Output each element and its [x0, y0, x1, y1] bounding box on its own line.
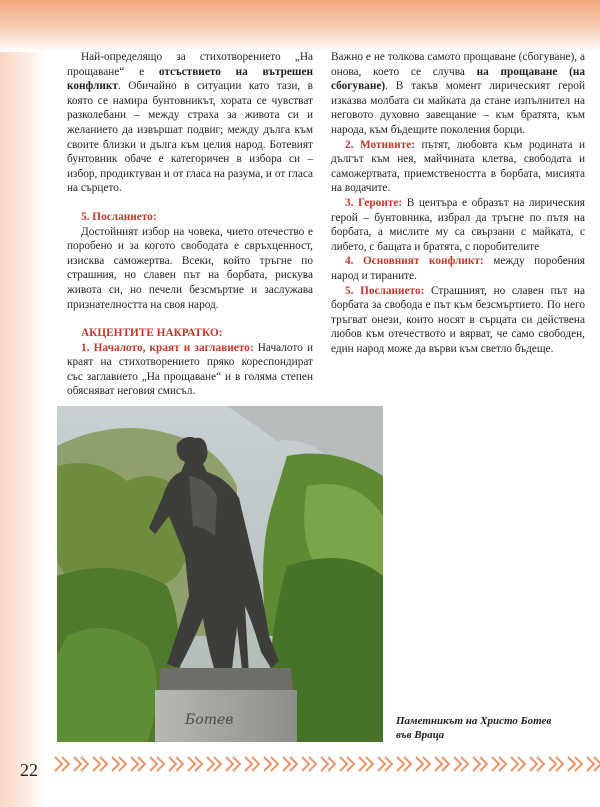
- motives-item: 2. Мотивите: пътят, любовта към родината и дългът към нея, майчината клетва, свободата и саможертвата, приемствеността в борбата, мисията на водачите.: [331, 138, 585, 195]
- message-item: 5. Посланието: Страшният, но славен път на борбата за свобода е път към безсмъртието. По него тръгват онези, които носят в сърцата си действена любов към отечеството и вярват, че само свободен, един народ може да върви към светло бъдеще.: [331, 284, 585, 355]
- ornament-chevron: [321, 757, 335, 771]
- conflict-item: 4. Основният конфликт: между поробения народ и тираните.: [331, 255, 585, 282]
- ornament-chevron: [55, 757, 69, 771]
- bottom-ornament-border: [45, 752, 600, 776]
- ornament-chevron: [435, 757, 449, 771]
- left-decorative-band: [0, 52, 45, 807]
- botev-monument-photo: [57, 406, 383, 742]
- monument-signature: Ботев: [185, 712, 234, 728]
- ornament-chevron: [131, 757, 145, 771]
- ornament-chevron: [188, 757, 202, 771]
- ornament-chevron: [112, 757, 126, 771]
- ornament-chevron: [359, 757, 373, 771]
- ornament-chevron: [454, 757, 468, 771]
- left-column: [67, 50, 313, 399]
- top-decorative-band: [0, 0, 600, 52]
- ornament-chevron: [226, 757, 240, 771]
- ornament-chevron: [511, 757, 525, 771]
- photo-caption: Паметникът на Христо Ботев във Враца: [396, 715, 552, 741]
- ornament-chevron: [74, 757, 88, 771]
- ornament-chevron: [587, 757, 600, 771]
- heroes-item: 3. Героите: В центъра е образът на лирическия герой – бунтовника, избрал да тръгне по пътя на борбата, а мислите му са свързани с майката, с либето, с бащата и братята, с поробителите: [331, 196, 586, 253]
- ornament-chevron: [169, 757, 183, 771]
- ornament-chevron: [378, 757, 392, 771]
- ornament-chevron: [283, 757, 297, 771]
- right-column: [331, 50, 585, 356]
- ornament-chevron: [549, 757, 563, 771]
- ornament-chevron: [416, 757, 430, 771]
- ornament-chevron: [207, 757, 221, 771]
- ornament-chevron: [264, 757, 278, 771]
- farewell-paragraph: Важно е не толкова самото прощаване (сбогуване), а онова, което се случва на прощаване (на сбогуване). В такъв момент лирическият герой изказва молбата си майката да стане изпълнител на неговото духовно завещание – към братята, към народа, към бъдещите поколения борци.: [331, 51, 585, 136]
- accents-item-1: 1. Началото, краят и заглавието: Началото и краят на стихотворението пряко кореспондират със заглавието „На прощаване“ и в голяма степен обясняват неговия смисъл.: [67, 341, 313, 398]
- message-heading: 5. Посланието:: [81, 210, 157, 223]
- accents-heading: АКЦЕНТИТЕ НАКРАТКО:: [81, 327, 223, 340]
- ornament-chevron: [530, 757, 544, 771]
- ornament-chevron: [340, 757, 354, 771]
- ornament-chevron: [93, 757, 107, 771]
- page-number: 22: [20, 760, 38, 780]
- ornament-chevron: [473, 757, 487, 771]
- ornament-chevron: [397, 757, 411, 771]
- ornament-chevron: [492, 757, 506, 771]
- ornament-chevron: [150, 757, 164, 771]
- ornament-chevron: [302, 757, 316, 771]
- ornament-chevron: [245, 757, 259, 771]
- ornament-chevron: [568, 757, 582, 771]
- message-paragraph: Достойният избор на човека, чието отечество е поробено и за когото свободата е свръхценност, изисква саможертва. Всеки, който тръгне по страшния, но славен път на борбата, рискува живота си, но печели безсмъртие и заслужава признателността на своя народ.: [67, 225, 313, 311]
- intro-paragraph: Най-определящо за стихотворението „На прощаване“ е отсъствието на вътрешен конфликт. Обичайно в ситуации като тази, в която се намира бунтовникът, хората се чувстват разколебани – между страха за живота си и желанието да извършат подвиг; между дълга към своите близки и дълга към целия народ. Ботевият бунтовник обаче е категоричен в избора си – избор, продиктуван и от гласа на разума, и от гласа на сърцето.: [67, 51, 313, 195]
